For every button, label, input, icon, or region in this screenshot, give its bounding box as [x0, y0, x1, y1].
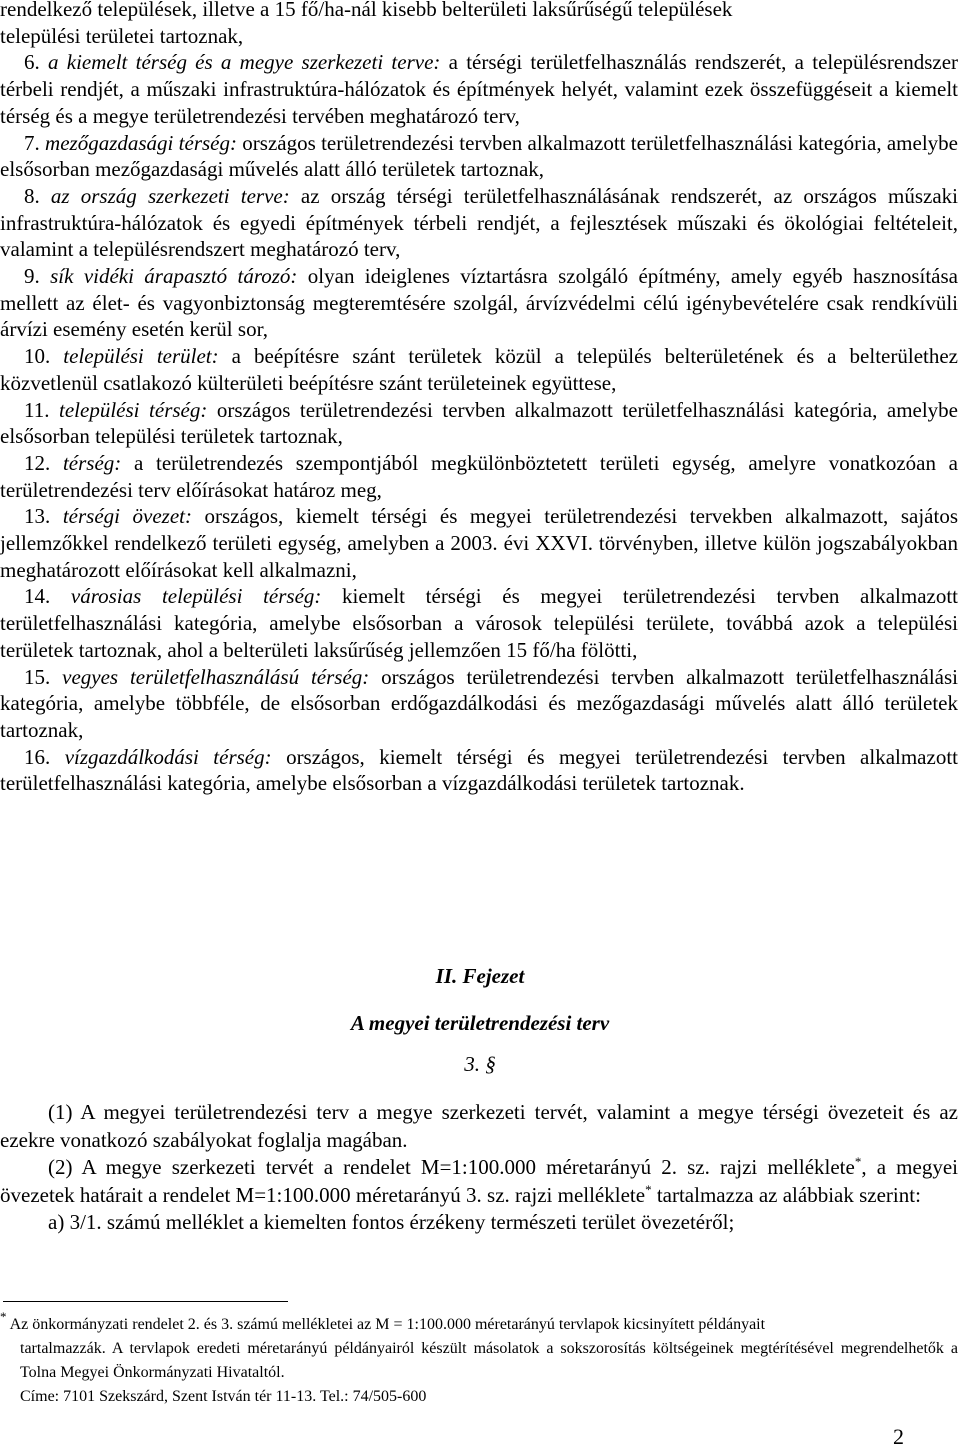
section-number: 3. § — [464, 1052, 496, 1076]
section-3-paragraph-1: (1) A megyei területrendezési terv a megye szerkezeti tervét, valamint a megye térségi övezeteit és az ezekre vonatkozó szabályokat foglalja magában. — [0, 1100, 958, 1152]
definition-item-10: 10. települési terület: a beépítésre szánt területek közül a település belterületének és a belterülethez közvetlenül csatlakozó külterületi beépítésre szánt területeinek együttese, — [0, 344, 958, 395]
definition-item-8: 8. az ország szerkezeti terve: az ország térségi területfelhasználásának rendszerét, az országos műszaki infrastruktúra-hálózatok és egyedi építmények térbeli rendjét, a fejlesztések műszaki és ökológiai feltételeit, valamint a településrendszert meghatározó terv, — [0, 183, 958, 262]
chapter-title: A megyei területrendezési terv — [350, 1011, 610, 1035]
footnote-reference[interactable]: * — [645, 1181, 652, 1197]
definition-item-11: 11. települési térség: országos területrendezési tervben alkalmazott területfelhasználási kategória, amelybe elsősorban települési területek tartoznak, — [0, 397, 959, 449]
definition-term: települési terület: — [63, 344, 219, 369]
section-3-item-a: a) 3/1. számú melléklet a kiemelten fontos érzékeny természeti terület övezetéről; — [48, 1210, 735, 1234]
footnote-reference[interactable]: * — [854, 1154, 862, 1169]
definition-item-14: 14. városias települési térség: kiemelt térségi és megyei területrendezési tervben alkalmazott területfelhasználási kategória, amelybe elsősorban a városok települési területe, továbbá azok a települési területek tartoznak, ahol a belterületi laksűrűség jellemzően 15 fő/ha fölötti, — [0, 584, 959, 662]
definition-term: vegyes területfelhasználású térség: — [62, 664, 370, 689]
definition-item-15: 15. vegyes területfelhasználású térség: országos területrendezési tervben alkalmazott területfelhasználási kategória, amelybe többféle, de elsősorban erdőgazdálkodási és mezőgazdasági művelés alatt álló területek tartoznak, — [0, 664, 958, 742]
footnote-line-1: * Az önkormányzati rendelet 2. és 3. számú mellékletei az M = 1:100.000 méretarányú tervlapok kicsinyített példányait — [0, 1309, 766, 1333]
definition-term: az ország szerkezeti terve: — [50, 183, 290, 208]
definition-item-9: 9. sík vidéki árapasztó tározó: olyan ideiglenes víztartásra szolgáló építmény, amely egyéb hasznosítása mellett az élet- és vagyonbiztonság megteremtésére szolgál, árvízvédelmi célú igénybevételére csak rendkívüli árvízi esemény esetén kerül sor, — [0, 264, 958, 342]
chapter-number: II. Fejezet — [435, 964, 525, 988]
footnote-line-2: tartalmazzák. A tervlapok eredeti méretarányú példányairól készült másolatok a sokszorosítás költségeinek megtérítésével megrendelhetők a Tolna Megyei Önkormányzati Hivataltól. — [20, 1340, 958, 1381]
definition-term: a kiemelt térség és a megye szerkezeti terve: — [48, 50, 441, 75]
footnote-mark: * — [0, 1309, 7, 1324]
footnote — [0, 1309, 958, 1409]
page-number: 2 — [893, 1424, 904, 1449]
footnote-divider — [3, 1301, 288, 1302]
definition-term: sík vidéki árapasztó tározó: — [50, 264, 298, 289]
definition-item-16: 16. vízgazdálkodási térség: országos, kiemelt térségi és megyei területrendezési tervben alkalmazott területfelhasználási kategória, amelybe elsősorban a vízgazdálkodási területek tartoznak. — [0, 744, 958, 796]
definition-term: térség: — [62, 450, 122, 475]
definition-item-13: 13. térségi övezet: országos, kiemelt térségi és megyei területrendezési tervekben alkalmazott, sajátos jellemzőkkel rendelkező területi egység, amelyben a 2003. évi XXVI. törvényben, illetve külön jogszabályokban meghatározott előírásokat kell alkalmazni, — [0, 504, 959, 582]
definition-term: térségi övezet: — [62, 504, 192, 529]
section-3-paragraph-2: (2) A megye szerkezeti tervét a rendelet M=1:100.000 méretarányú 2. sz. rajzi melléklete*, a megyei övezetek határait a rendelet M=1:100.000 méretarányú 3. sz. rajzi melléklete* tartalmazza az alábbiak szerint: — [0, 1154, 958, 1207]
section-3-body — [0, 1099, 958, 1237]
definition-term: vízgazdálkodási térség: — [64, 744, 272, 769]
definition-term: települési térség: — [59, 397, 208, 422]
definition-term: mezőgazdasági térség: — [45, 130, 237, 155]
definition-item-7: 7. mezőgazdasági térség: országos területrendezési tervben alkalmazott területfelhasználási kategória, amelybe elsősorban mezőgazdasági művelés alatt álló területek tartoznak, — [0, 130, 958, 182]
definition-item-6: 6. a kiemelt térség és a megye szerkezeti terve: a térségi területfelhasználás rendszerét, a településrendszer térbeli rendjét, a műszaki infrastruktúra-hálózatok és építmények helyét, valamint ezek összefüggéseit a kiemelt térség és a megye területrendezési tervében meghatározó terv, — [0, 50, 959, 128]
definition-term: városias települési térség: — [70, 584, 322, 609]
footnote-line-3: Címe: 7101 Szekszárd, Szent István tér 11-13. Tel.: 74/505-600 — [20, 1388, 427, 1405]
definition-item-12: 12. térség: a területrendezés szempontjából megkülönböztetett területi egység, amelyre vonatkozóan a területrendezési terv előírásokat határoz meg, — [0, 450, 959, 502]
item-5-continuation: rendelkező települések, illetve a 15 fő/ha-nál kisebb belterületi laksűrűségű települések települési területei tartoznak, — [0, 0, 733, 48]
